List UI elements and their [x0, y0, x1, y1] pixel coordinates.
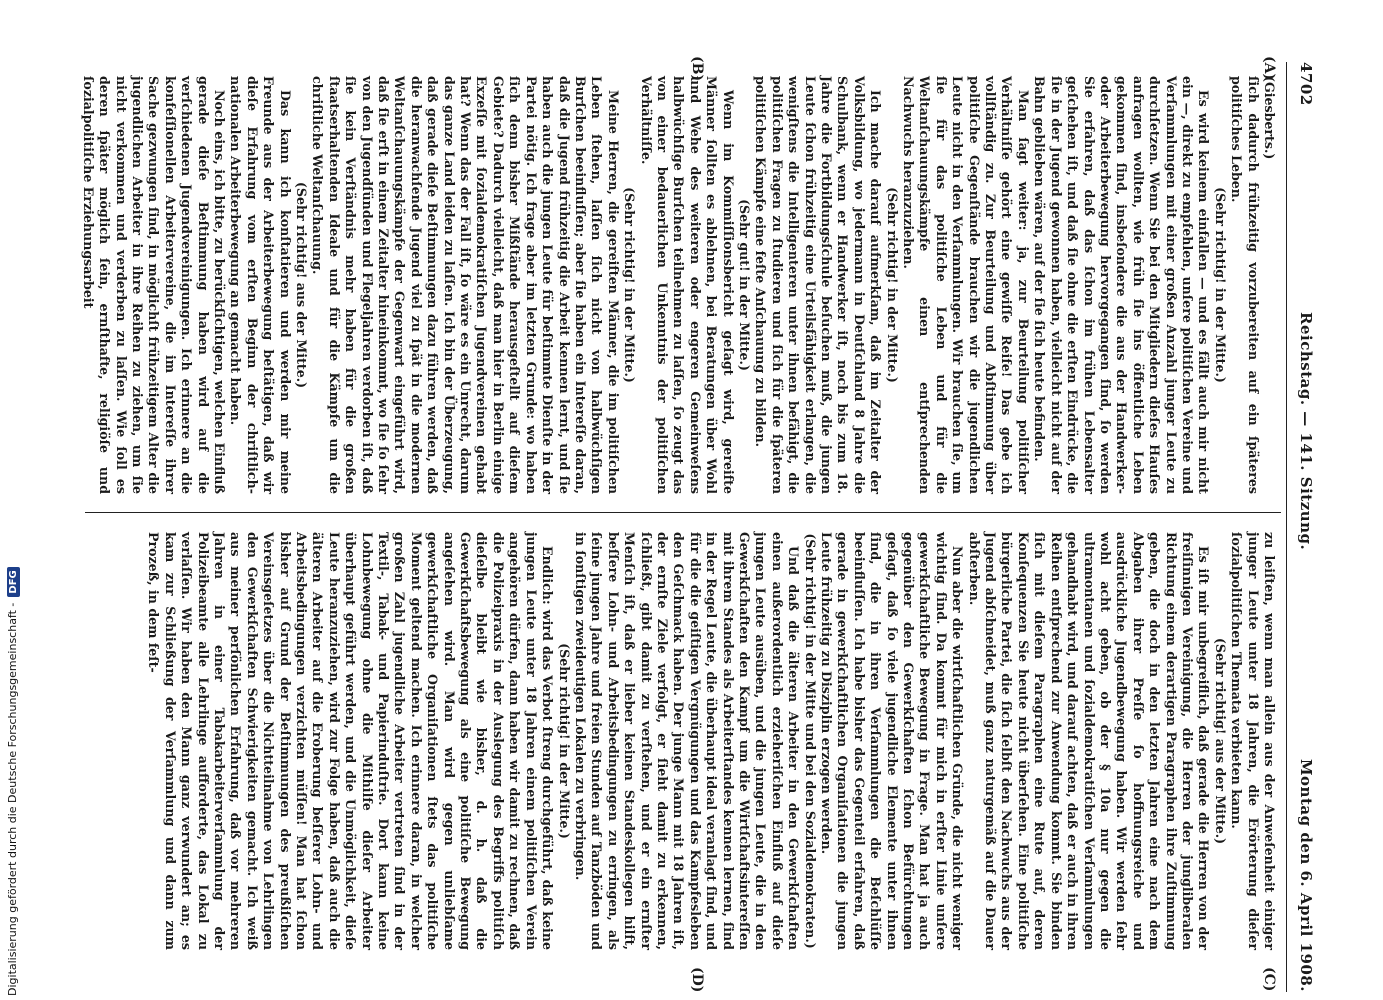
- margin-letter-a: (A): [1261, 56, 1277, 81]
- interjection: (Sehr richtig! aus der Mitte.): [294, 181, 310, 389]
- paragraph: Es wird keinem einfallen — und es fällt auch mir nicht ein —, direkt zu empfehlen, unſere politiſchen Vereine und Verſammlungen mit einer großen Anzahl junger Leute zu durchſetzen. Wenn Sie bei den Mitgliedern dieſes Hauſes anfragen wollten, wie früh ſie ins öffentliche Leben gekommen ſind, insbeſondere die aus der Handwerker- oder Arbeiterbewegung hervorgegangen ſind, ſo werden Sie erfahren, daß das ſchon im frühen Lebensalter geſchehen iſt, und daß ſie ohne die erſten Eindrücke, die ſie in der Jugend gewonnen haben, vielleicht nicht auf der Bahn geblieben wären, auf der ſie ſich heute befinden.: [1032, 76, 1212, 494]
- credit-text: Digitalisierung gefördert durch die Deutsche Forschungsgemeinschaft -: [6, 602, 19, 996]
- interjection: (Sehr richtig! in der Mitte.): [884, 187, 900, 383]
- paragraph: ſich dadurch frühzeitig vorzubereiten auf ein ſpäteres politiſches Leben.: [1229, 76, 1261, 494]
- paragraph: Und daß die älteren Arbeiter in den Gewerkſchaften einen außerordentlich erzieheriſchen Einfluß auf dieſe jungen Leute ausüben, und die jungen Leute, die in den Gewerkſchaften den Kampf um die Wirtſchaftsintereſſen mit ihrem Standes als Arbeiterſtandes kennen lernen, ſind in der Regel Leute, die überhaupt ideal veranlagt ſind, und für die die geiſtigen Vergnügungen und das Kampfesleben den Geſchmack haben. Der junge Mann mit 18 Jahren iſt, der ernſte Ziele verfolgt, er ſieht damit zu erkennen, ſchließt, gibt damit zu verſtehen, und er ein ernſter Menſch iſt, daß er lieber keinen Standeskollegen hilft, beſſere Lohn- und Arbeitsbedingungen zu erringen, als ſeine jungen Jahre und freien Stunden auf Tanzböden und in ſonſtigen zweideutigen Lokalen zu verbringen.: [572, 532, 802, 950]
- left-column: [80, 76, 1277, 494]
- paragraph: Noch eins, ich bitte, zu berückſichtigen, welchen Einfluß gerade dieſe Beſtimmung haben wird auf die verſchiedenen Jugendvereinigungen. Ich erinnere an die konfeſſionellen Arbeitervereine, die im Intereſſe ihrer Sache gezwungen ſind, in möglichſt frühzeitigem Alter die jugendlichen Arbeiter in ihre Reihen zu ziehen, um ſie nicht verkommen und verderben zu laſſen. Wie ſoll es deren ſpäter möglich ſein, ernſthafte, religiöſe und ſozialpolitiſche Erziehungsarbeit: [80, 76, 227, 494]
- paragraph: Endlich: wird das Verbot ſtreng durchgeführt, daß keine jungen Leute unter 18 Jahren einem politiſchen Verein angehören dürfen, dann haben wir damit zu rechnen, daß die Polizeipraxis in der Auslegung des Begriffs politiſch dieſelbe bleibt wie bisher, d. h. daß die Gewerkſchaftsbewegung als eine politiſche Bewegung angeſehen wird. Man wird gegen unliebſame gewerkſchaftliche Organiſationen ſtets das politiſche Moment geltend machen. Ich erinnere daran, in welcher großen Zahl jugendliche Arbeiter vertreten ſind in der Textil-, Tabak- und Papierinduſtrie. Dort kann keine Lohnbewegung ohne die Mithilfe dieſer Arbeiter überhaupt geführt werden, und die Unmöglichkeit, dieſe Leute heranzuziehen, wird zur Folge haben, daß auch die älteren Arbeiter auf die Eroberung beſſerer Lohn- und Arbeitsbedingungen verzichten müſſen! Man hat ſchon bisher auf Grund der Beſtimmungen des preußiſchen Vereinsgeſetzes über die Nichtteilnahme von Lehrlingen den Gewerkſchaften Schwierigkeiten gemacht. Ich weiß aus meiner perſönlichen Erfahrung, daß vor mehreren Jahren in einer Tabakarbeiterverſammlung der Polizeibeamte alle Lehrlinge aufforderte, das Lokal zu verlaſſen. Wir haben den Mann ganz verwundert an; es kam zur Schließung der Verſammlung und dann zum Prozeß, in dem feſt-: [146, 532, 556, 950]
- paragraph: Man ſagt weiter: ja, zur Beurteilung politiſcher Verhältniſſe gehört eine gewiſſe Reife! Das gebe ich vollſtändig zu. Zur Beurteilung und Abſtimmung über politiſche Gegenſtände brauchen wir die jugendlichen Leute nicht in den Verſammlungen. Wir brauchen ſie, um ſie für das politiſche Leben und für die Weltanſchauungskämpfe einen entſprechenden Nachwuchs heranzuziehen.: [901, 76, 1031, 494]
- paragraph: Wenn im Kommiſſionsbericht geſagt wird, gereifte Männer ſollten es ablehnen, bei Beratungen über Wohl und Wehe des weiteren oder engeren Gemeinweſens halbwüchſige Burſchen teilnehmen zu laſſen, ſo zeugt das von einer bedauerlichen Unkenntnis der politiſchen Verhältniſſe.: [638, 76, 736, 494]
- running-title: Reichstag. — 141. Sitzung.: [1297, 312, 1315, 551]
- margin-letter-b: (B): [689, 56, 705, 82]
- margin-letter-d: (D): [689, 967, 705, 993]
- header-rule: [1286, 62, 1287, 992]
- paragraph: Das kann ich konſtatieren und werden mir meine Freunde aus der Arbeiterbewegung beſtätigen, daß wir dieſe Erfahrung vom erſten Beginn der chriſtlich-nationalen Arbeiterbewegung an gemacht haben.: [228, 76, 293, 494]
- dfg-logo: DFG: [7, 567, 20, 596]
- right-column: [87, 532, 1277, 950]
- digitization-credit: [6, 570, 28, 996]
- column-divider: [85, 512, 1281, 513]
- interjection: (Sehr richtig! in der Mitte.): [556, 643, 572, 839]
- speaker-name: (Giesberts.): [1262, 76, 1277, 160]
- document-page: [75, 56, 1315, 993]
- margin-letter-c: (C): [1261, 967, 1277, 992]
- paragraph: Meine Herren, die gereiften Männer, die im politiſchen Leben ſtehen, laſſen ſich nicht von halbwüchſigen Burſchen beeinfluſſen; aber ſie haben ein Intereſſe daran, daß die Jugend frühzeitig die Arbeit kennen lernt, und ſie haben auch die jungen Leute für beſtimmte Dienſte in der Partei nötig. Ich frage aber im letzten Grunde: wo haben ſich denn bisher Mißſtände herausgeſtellt auf dieſem Gebiete? Dadurch vielleicht, daß man hier in Berlin einige Exzeſſe mit ſozialdemokratiſchen Jugendvereinen gehabt hat? Wenn das der Fall iſt, ſo wäre es ein Unrecht, darum das ganze Land leiden zu laſſen. Ich bin der Überzeugung, daß gerade dieſe Beſtimmungen dazu führen werden, daß die heranwachſende Jugend viel zu ſpät in die modernen Weltanſchauungskämpfe der Gegenwart eingeführt wird, daß ſie erſt in einem Zeitalter hineinkommt, wo ſie ſo ſehr von den Jugendſünden und Flegeljahren verdorben iſt, daß ſie kein Verſtändnis mehr haben für die großen ſtaatserhaltenden Ideale und für die Kämpfe um die chriſtliche Weltanſchauung.: [310, 76, 621, 494]
- paragraph: Ich mache darauf aufmerkſam, daß im Zeitalter der Volksbildung, wo jedermann in Deutſchland 8 Jahre die Schulbank, wenn er Handwerker iſt, noch bis zum 18. Jahre die Fortbildungsſchule beſuchen muß, die jungen Leute ſchon frühzeitig eine Urteilsfähigkeit erlangen, die wenigſtens die Intelligenteren unter ihnen befähigt, die politiſchen Fragen zu ſtudieren und ſich für die ſpäteren politiſchen Kämpfe eine feſte Anſchauung zu bilden.: [753, 76, 884, 494]
- page-number: 4702: [1297, 62, 1315, 106]
- interjection: (Sehr richtig! in der Mitte.): [622, 187, 638, 383]
- paragraph: zu leiſten, wenn man allein aus der Anweſenheit einiger junger Leute unter 18 Jahren, die Erörterung dieſer ſozialpolitiſchen Themata verbieten kann.: [1229, 532, 1277, 950]
- session-date: Montag den 6. April 1908.: [1297, 758, 1315, 992]
- interjection: (Sehr gut! in der Mitte.): [737, 199, 752, 371]
- paragraph: Es iſt mir unbegreiflich, daß gerade die Herren von der freiſinnigen Vereinigung, die Herren der jungliberalen Richtung einem derartigen Paragraphen ihre Zuſtimmung geben, die doch in den letzten Jahren eine nach dem Abgaben ihrer Preſſe ſo hoffnungsreiche und ausdrückliche Jugendbewegung haben. Wir werden ſehr wohl acht geben, ob der § 10a nur gegen die ultramontanen und ſozialdemokratiſchen Verſammlungen gehandhabt wird, und darauf achten, daß er auch in ihren Reihen entſprechend zur Anwendung kommt. Sie binden ſich mit dieſem Paragraphen eine Rute auf, deren Konſequenzen Sie heute nicht überſehen. Eine politiſche bürgerliche Partei, die ſich ſelbſt den Nachwuchs aus der Jugend abſchneidet, muß ganz naturgemäß auf die Dauer abſterben.: [966, 532, 1212, 950]
- running-head: [1291, 62, 1315, 992]
- interjection: (Sehr richtig! in der Mitte.): [1212, 187, 1228, 383]
- interjection: (Sehr richtig! in der Mitte und bei den Sozialdemokraten.): [802, 533, 818, 949]
- paragraph: Nun aber die wirtſchaftlichen Gründe, die nicht weniger wichtig ſind. Da kommt für mich in erſter Linie unſere gewerkſchaftliche Bewegung in Frage. Man hat ja auch gegenüber den Gewerkſchaften ſchon Befürchtungen geſagt, daß ſo viele jugendliche Elemente unter ihnen ſind, die in ihren Verſammlungen die Beſchlüſſe beeinfluſſen. Ich habe bisher das Gegenteil erfahren, daß gerade in gewerkſchaftlichen Organiſationen die jungen Leute frühzeitig zu Disziplin erzogen werden.: [819, 532, 966, 950]
- interjection: (Sehr richtig! aus der Mitte.): [1212, 637, 1228, 845]
